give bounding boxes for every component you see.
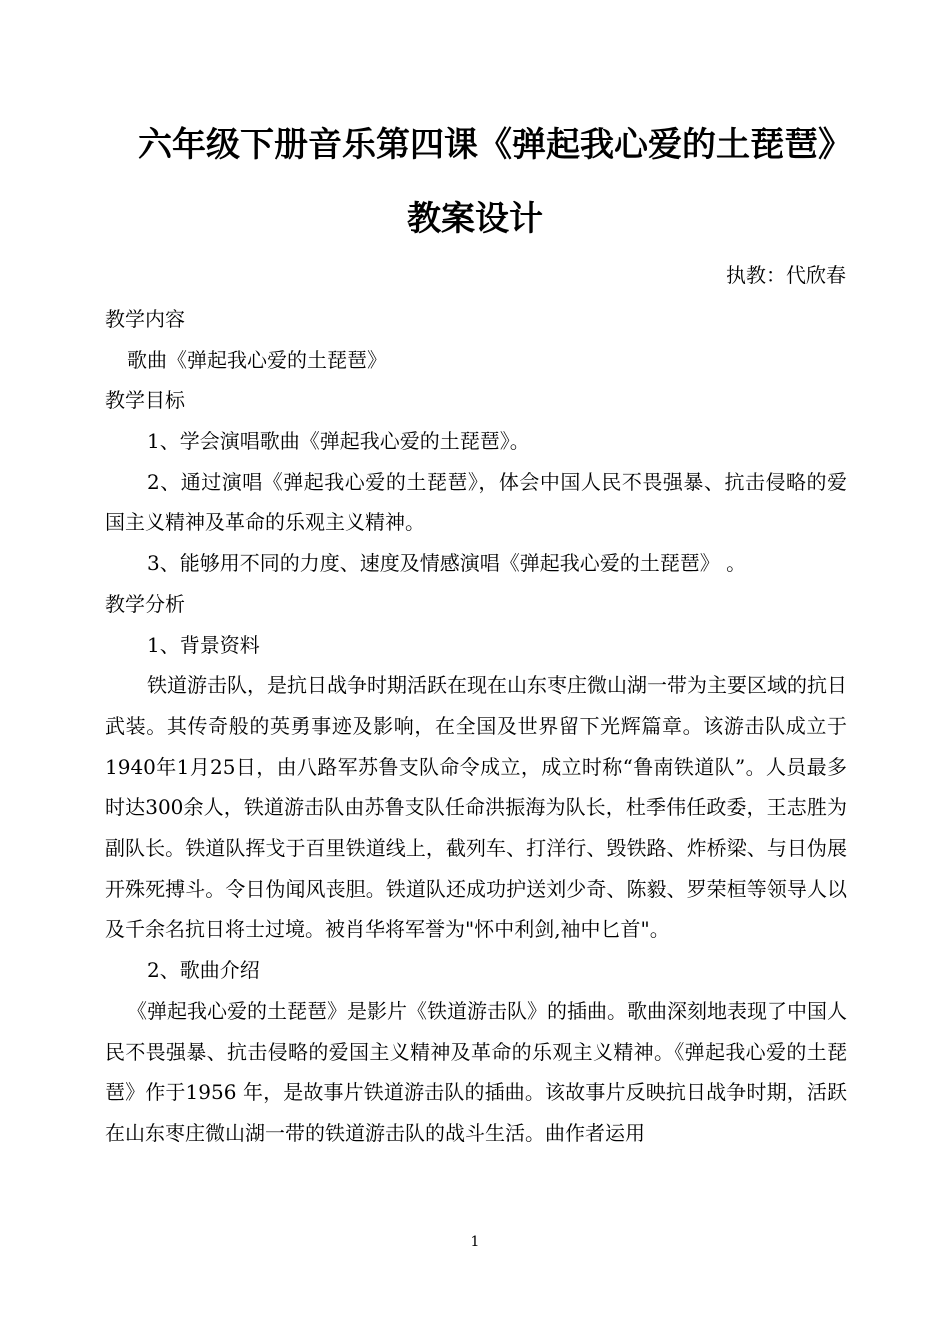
document-title-line2: 教案设计 [407, 199, 543, 239]
background-paragraph: 铁道游击队，是抗日战争时期活跃在现在山东枣庄微山湖一带为主要区域的抗日武装。其传奇般的英勇事迹及影响，在全国及世界留下光辉篇章。该游击队成立于1940年1月25日，由八路军苏鲁支队命令成立，成立时称“鲁南铁道队”。人员最多时达300余人，铁道游击队由苏鲁支队任命洪振海为队长，杜季伟任政委，王志胜为副队长。铁道队挥戈于百里铁道线上，截列车、打洋行、毁铁路、炸桥梁、与日伪展开殊死搏斗。令日伪闻风丧胆。铁道队还成功护送刘少奇、陈毅、罗荣桓等领导人以及千余名抗日将士过境。被肖华将军誉为"怀中利剑,袖中匕首"。 [105, 673, 847, 942]
goal-item-2: 2、通过演唱《弹起我心爱的土琵琶》，体会中国人民不畏强暴、抗击侵略的爱国主义精神及革命的乐观主义精神。 [105, 469, 847, 535]
goal-item-1: 1、学会演唱歌曲《弹起我心爱的土琵琶》。 [147, 429, 530, 454]
goal-item-3: 3、能够用不同的力度、速度及情感演唱《弹起我心爱的土琵琶》 。 [147, 551, 747, 576]
document-body [105, 299, 847, 1154]
section-heading-analysis: 教学分析 [105, 591, 185, 616]
subheading-background: 1、背景资料 [147, 632, 260, 657]
author-line: 执教：代欣春 [726, 263, 846, 287]
subheading-song-intro: 2、歌曲介绍 [147, 958, 260, 983]
song-intro-paragraph: 《弹起我心爱的土琵琶》是影片《铁道游击队》的插曲。歌曲深刻地表现了中国人民不畏强暴、抗击侵略的爱国主义精神及革命的乐观主义精神。《弹起我心爱的土琵琶》作于1956 年，是故事片铁道游击队的插曲。该故事片反映抗日战争时期，活跃在山东枣庄微山湖一带的铁道游击队的战斗生活。曲作者运用 [105, 998, 847, 1145]
page-number: 1 [470, 1234, 480, 1250]
content-text: 歌曲《弹起我心爱的土琵琶》 [127, 347, 387, 372]
document-title-line1: 六年级下册音乐第四课《弹起我心爱的土琵琶》 [138, 125, 852, 165]
section-heading-goals: 教学目标 [105, 388, 185, 413]
section-heading-content: 教学内容 [105, 307, 185, 331]
